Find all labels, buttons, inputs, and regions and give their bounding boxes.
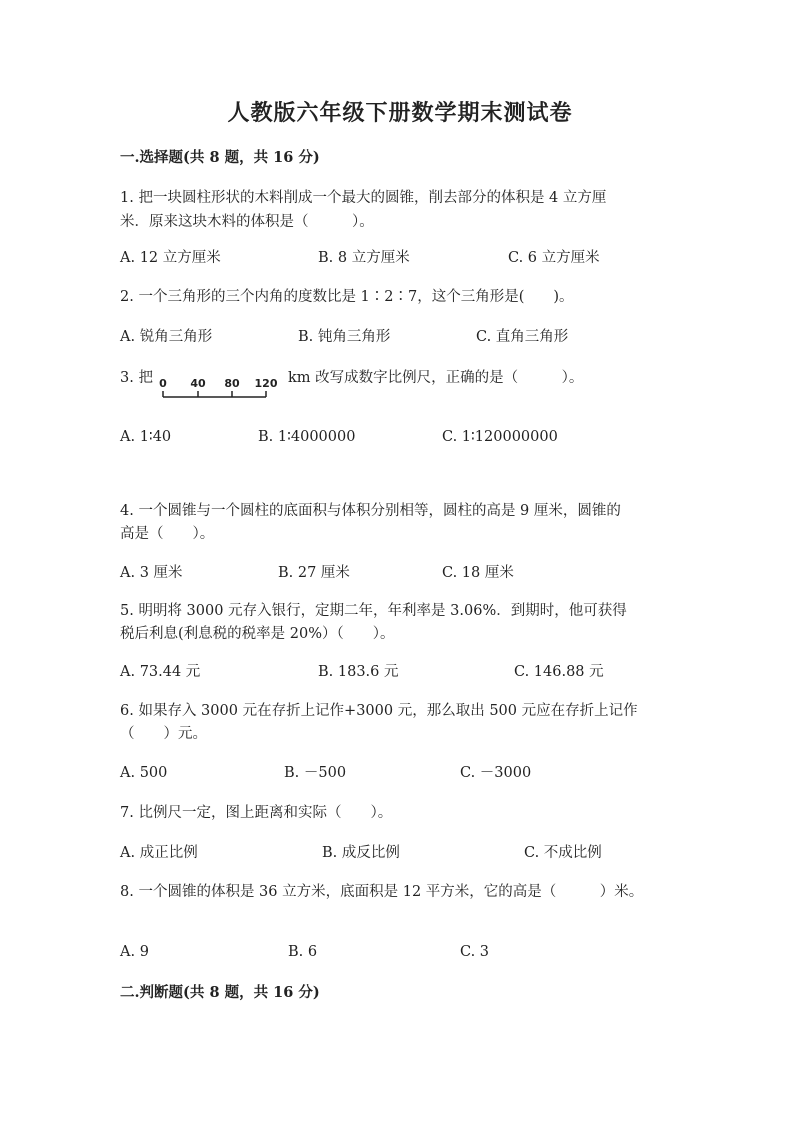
- question-6-option-a: A. 500: [120, 765, 168, 781]
- question-8-line-1: 8. 一个圆锥的体积是 36 立方米，底面积是 12 平方米，它的高是（ ）米。: [120, 884, 644, 900]
- question-4-option-a: A. 3 厘米: [120, 565, 183, 581]
- section-heading-choice: 一.选择题(共 8 题，共 16 分): [120, 149, 320, 166]
- question-4-option-c: C. 18 厘米: [442, 565, 514, 581]
- question-1-line-1: 1. 把一块圆柱形状的木料削成一个最大的圆锥，削去部分的体积是 4 立方厘: [120, 190, 607, 206]
- section-heading-true-false: 二.判断题(共 8 题，共 16 分): [120, 984, 320, 1001]
- question-6-line-1: 6. 如果存入 3000 元在存折上记作+3000 元，那么取出 500 元应在存折上记作: [120, 703, 638, 719]
- question-7-option-a: A. 成正比例: [120, 845, 198, 861]
- question-3-option-b: B. 1∶4000000: [258, 429, 356, 445]
- question-2-option-b: B. 钝角三角形: [298, 329, 391, 345]
- question-5-option-b: B. 183.6 元: [318, 664, 399, 680]
- question-5-option-c: C. 146.88 元: [514, 664, 604, 680]
- question-7-option-c: C. 不成比例: [524, 845, 602, 861]
- scale-label-80: 80: [224, 377, 240, 390]
- question-7-option-b: B. 成反比例: [322, 845, 400, 861]
- page-title: 人教版六年级下册数学期末测试卷: [227, 100, 573, 126]
- question-2-line-1: 2. 一个三角形的三个内角的度数比是 1∶2∶7，这个三角形是( )。: [120, 289, 574, 305]
- question-1-option-a: A. 12 立方厘米: [120, 250, 221, 266]
- question-6-option-b: B. －500: [284, 765, 347, 781]
- question-3-suffix: km 改写成数字比例尺，正确的是（ ）。: [288, 370, 584, 386]
- question-5-option-a: A. 73.44 元: [120, 664, 201, 680]
- question-4-line-2: 高是（ ）。: [120, 526, 215, 542]
- question-8-option-c: C. 3: [460, 944, 490, 960]
- scale-label-0: 0: [159, 377, 167, 390]
- question-5-line-2: 税后利息(利息税的税率是 20%）（ ）。: [120, 626, 395, 642]
- question-8-option-a: A. 9: [120, 944, 149, 960]
- line-scale-diagram: [160, 376, 290, 404]
- question-6-line-2: （ ）元。: [120, 726, 207, 742]
- question-8-option-b: B. 6: [288, 944, 318, 960]
- question-2-option-c: C. 直角三角形: [476, 329, 569, 345]
- question-3-option-a: A. 1∶40: [120, 429, 172, 445]
- question-5-line-1: 5. 明明将 3000 元存入银行，定期二年，年利率是 3.06%．到期时，他可获得: [120, 603, 627, 619]
- question-3-prefix: 3. 把: [120, 370, 153, 386]
- question-1-line-2: 米．原来这块木料的体积是（ ）。: [120, 214, 374, 230]
- scale-label-40: 40: [190, 377, 206, 390]
- question-2-option-a: A. 锐角三角形: [120, 329, 213, 345]
- question-6-option-c: C. －3000: [460, 765, 532, 781]
- question-4-option-b: B. 27 厘米: [278, 565, 350, 581]
- question-1-option-c: C. 6 立方厘米: [508, 250, 600, 266]
- question-4-line-1: 4. 一个圆锥与一个圆柱的底面积与体积分别相等，圆柱的高是 9 厘米，圆锥的: [120, 503, 621, 519]
- question-1-option-b: B. 8 立方厘米: [318, 250, 410, 266]
- question-7-line-1: 7. 比例尺一定，图上距离和实际（ ）。: [120, 805, 393, 821]
- question-3-option-c: C. 1∶120000000: [442, 429, 558, 445]
- scale-label-120: 120: [254, 377, 278, 390]
